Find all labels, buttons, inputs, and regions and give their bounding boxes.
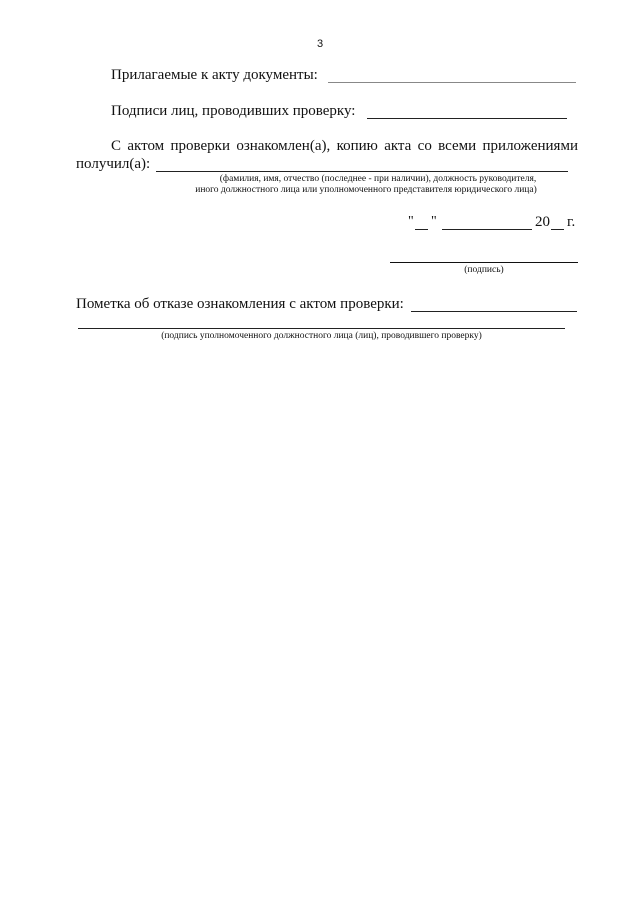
acknowledgement-received-label: получил(а): [76, 156, 151, 172]
attached-documents-label: Прилагаемые к акту документы: [111, 67, 318, 83]
date-open-quote: " [408, 214, 414, 229]
acknowledgement-line1 [111, 137, 578, 155]
ack-word: копию [336, 138, 378, 154]
ack-word: акта [384, 138, 412, 154]
refusal-blank[interactable] [411, 311, 577, 312]
inspectors-signatures-label: Подписи лиц, проводивших проверку: [111, 103, 356, 119]
inspectors-signatures-blank[interactable] [367, 118, 567, 119]
ack-word: ознакомлен(а), [236, 138, 331, 154]
date-month-blank[interactable] [442, 229, 532, 230]
refusal-signature-blank[interactable] [78, 328, 565, 329]
ack-word: проверки [170, 138, 230, 154]
date-year-blank[interactable] [551, 229, 564, 230]
page-number: 3 [316, 38, 324, 50]
ack-word: С [111, 138, 122, 154]
refusal-label: Пометка об отказе ознакомления с актом проверки: [76, 296, 404, 312]
date-day-blank[interactable] [415, 229, 428, 230]
acknowledgement-caption-line2: иного должностного лица или уполномоченного представителя юридического лица) [195, 185, 537, 195]
ack-word: всеми [438, 138, 477, 154]
signature-blank[interactable] [390, 262, 578, 263]
ack-word: актом [127, 138, 165, 154]
date-close-quote: " [431, 214, 437, 229]
acknowledgement-received-blank[interactable] [156, 171, 568, 172]
ack-word: со [417, 138, 432, 154]
date-year-suffix: г. [567, 214, 576, 230]
refusal-caption: (подпись уполномоченного должностного лица (лиц), проводившего проверку) [161, 331, 482, 341]
acknowledgement-caption-line1: (фамилия, имя, отчество (последнее - при наличии), должность руководителя, [219, 174, 537, 184]
ack-word: приложениями [482, 138, 578, 154]
attached-documents-blank[interactable] [328, 82, 576, 83]
date-year-prefix: 20 [535, 214, 550, 230]
signature-caption: (подпись) [464, 265, 504, 275]
